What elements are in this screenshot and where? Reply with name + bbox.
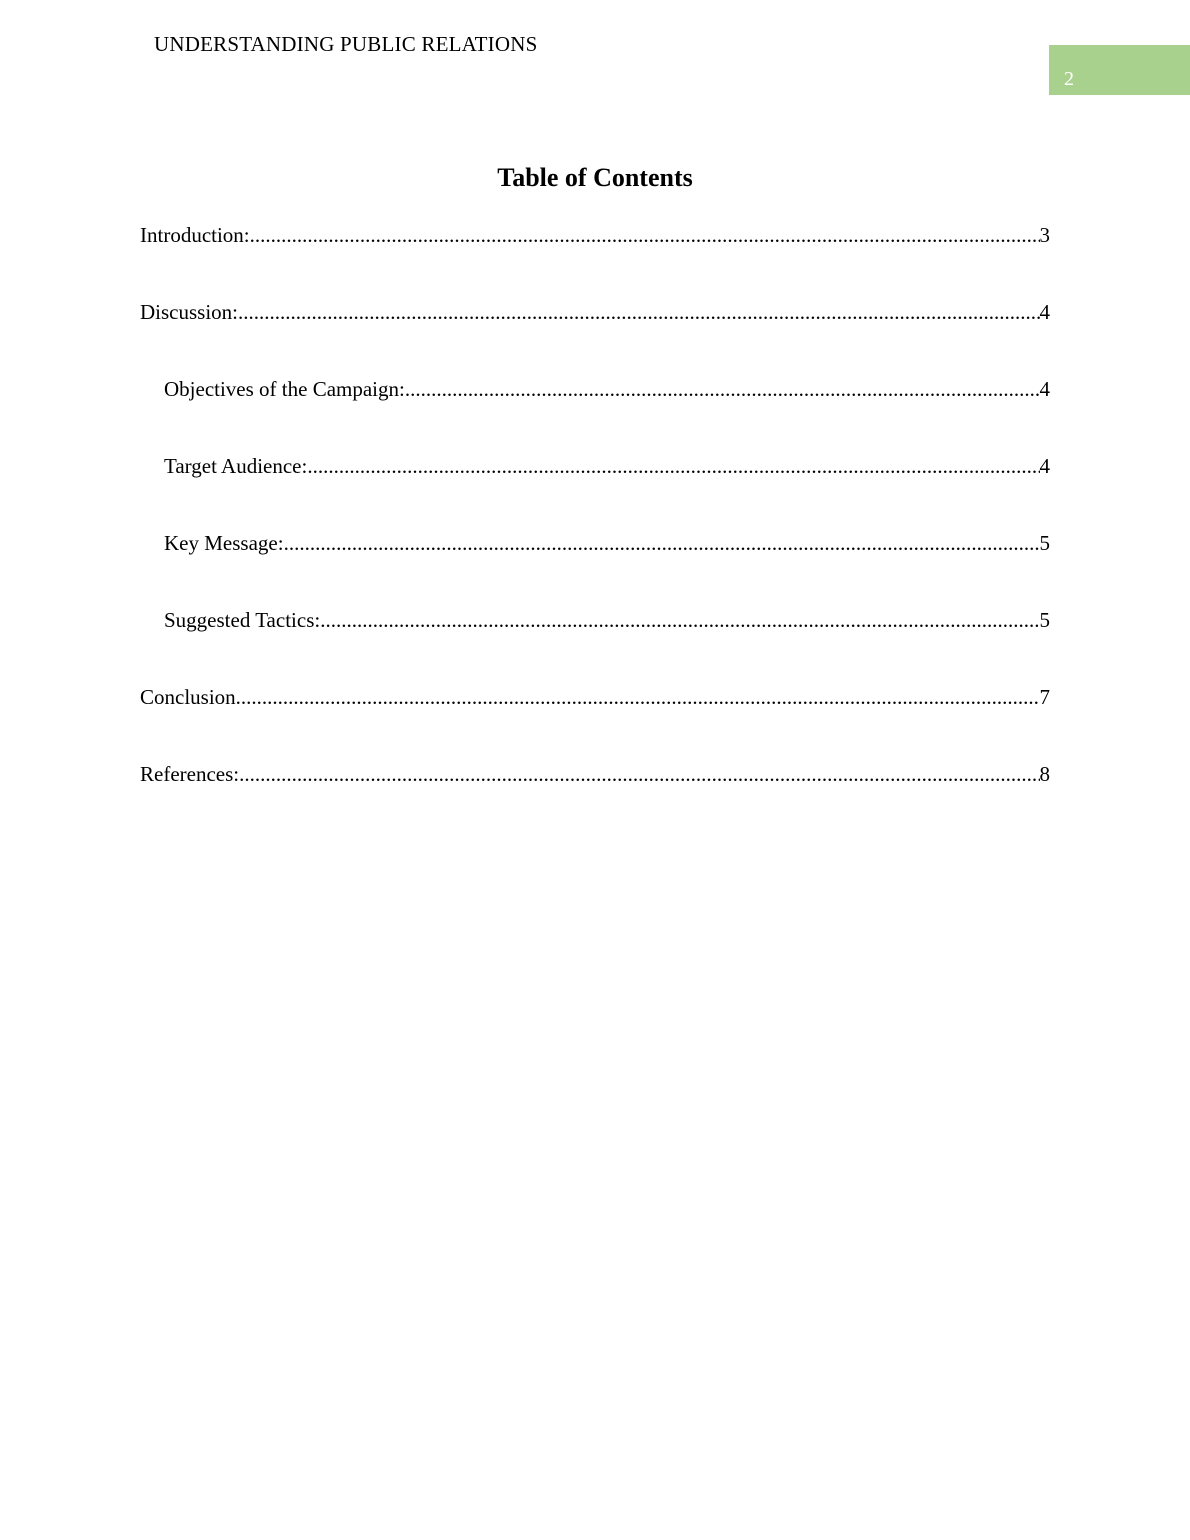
toc-entry-page: 8 — [1039, 762, 1050, 786]
toc-dot-leader — [405, 373, 1040, 405]
toc-entry-label: Target Audience: — [164, 454, 308, 478]
toc-entry-label: Introduction: — [140, 223, 250, 247]
toc-entry-page: 4 — [1039, 454, 1050, 478]
toc-entry-label: References: — [140, 762, 240, 786]
toc-entry-introduction[interactable] — [140, 219, 1050, 296]
toc-dot-leader — [236, 681, 1040, 713]
toc-entry-page: 5 — [1039, 608, 1050, 632]
toc-entry-references[interactable] — [140, 758, 1050, 835]
toc-entry-label: Key Message: — [164, 531, 284, 555]
toc-dot-leader — [284, 527, 1040, 559]
toc-entry-label: Suggested Tactics: — [164, 608, 321, 632]
toc-entry-page: 4 — [1039, 300, 1050, 324]
toc-dot-leader — [307, 450, 1039, 482]
toc-dot-leader — [320, 604, 1039, 636]
toc-dot-leader — [250, 219, 1040, 251]
toc-title: Table of Contents — [497, 163, 693, 192]
toc-entry-target-audience[interactable] — [140, 450, 1050, 527]
toc-entry-label: Discussion: — [140, 300, 239, 324]
toc-dot-leader — [239, 758, 1039, 790]
toc-entry-key-message[interactable] — [140, 527, 1050, 604]
page-number: 2 — [1064, 68, 1074, 90]
toc-dot-leader — [238, 296, 1039, 328]
running-header: UNDERSTANDING PUBLIC RELATIONS — [154, 32, 538, 56]
toc-entry-page: 4 — [1039, 377, 1050, 401]
toc-list — [140, 219, 1050, 835]
toc-entry-page: 3 — [1039, 223, 1050, 247]
page-number-box — [1049, 45, 1190, 95]
toc-entry-conclusion[interactable] — [140, 681, 1050, 758]
toc-entry-objectives[interactable] — [140, 373, 1050, 450]
toc-entry-suggested-tactics[interactable] — [140, 604, 1050, 681]
toc-entry-page: 7 — [1039, 685, 1050, 709]
toc-entry-label: Objectives of the Campaign: — [164, 377, 405, 401]
toc-entry-discussion[interactable] — [140, 296, 1050, 373]
toc-entry-page: 5 — [1039, 531, 1050, 555]
toc-entry-label: Conclusion — [140, 685, 236, 709]
